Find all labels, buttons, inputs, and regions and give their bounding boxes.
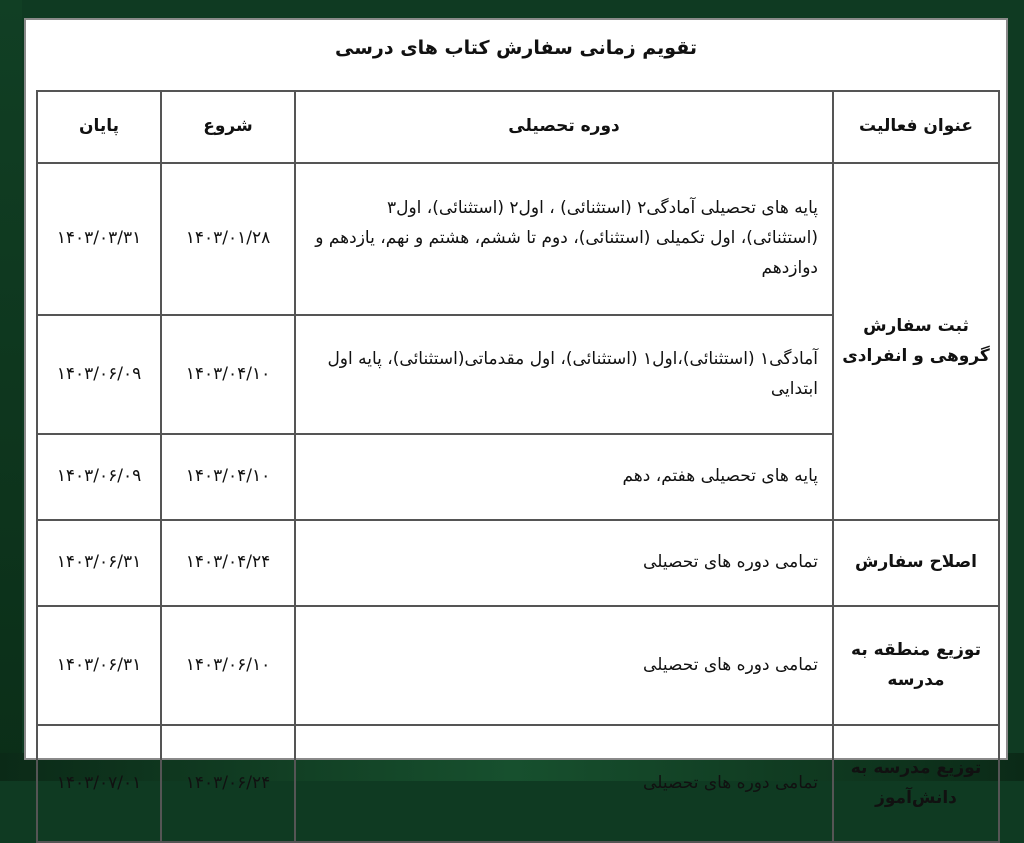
document-title: تقویم زمانی سفارش کتاب های درسی — [334, 37, 698, 59]
header-start: شروع — [161, 91, 295, 163]
header-end: پایان — [37, 91, 161, 163]
table-row — [37, 520, 999, 606]
course-cell: پایه های تحصیلی هفتم، دهم — [295, 434, 833, 520]
document-sheet — [24, 18, 1008, 808]
background-left-edge — [0, 0, 22, 781]
table-header-row — [37, 91, 999, 163]
start-date-cell: ۱۴۰۳/۰۱/۲۸ — [161, 163, 295, 315]
end-date-cell: ۱۴۰۳/۰۶/۰۹ — [37, 434, 161, 520]
end-date-cell: ۱۴۰۳/۰۶/۳۱ — [37, 520, 161, 606]
start-date-cell: ۱۴۰۳/۰۴/۲۴ — [161, 520, 295, 606]
start-date-cell: ۱۴۰۳/۰۶/۱۰ — [161, 606, 295, 725]
end-date-cell: ۱۴۰۳/۰۳/۳۱ — [37, 163, 161, 315]
course-cell: تمامی دوره های تحصیلی — [295, 725, 833, 842]
table-row — [37, 606, 999, 725]
table-row — [37, 163, 999, 315]
start-date-cell: ۱۴۰۳/۰۴/۱۰ — [161, 434, 295, 520]
end-date-cell: ۱۴۰۳/۰۷/۰۱ — [37, 725, 161, 842]
end-date-cell: ۱۴۰۳/۰۶/۳۱ — [37, 606, 161, 725]
header-activity: عنوان فعالیت — [833, 91, 999, 163]
table-row — [37, 725, 999, 842]
activity-cell: توزیع منطقه به مدرسه — [833, 606, 999, 725]
course-cell: تمامی دوره های تحصیلی — [295, 606, 833, 725]
course-cell: پایه های تحصیلی آمادگی۲ (استثنائی) ، اول۲ (استثنائی)، اول۳ (استثنائی)، اول تکمیلی (استثنائی)، دوم تا ششم، هشتم و نهم، یازدهم و دوازدهم — [295, 163, 833, 315]
header-course: دوره تحصیلی — [295, 91, 833, 163]
course-cell: آمادگی۱ (استثنائی)،اول۱ (استثنائی)، اول مقدماتی(استثنائی)، پایه اول ابتدایی — [295, 315, 833, 434]
end-date-cell: ۱۴۰۳/۰۶/۰۹ — [37, 315, 161, 434]
schedule-table — [36, 90, 1000, 843]
start-date-cell: ۱۴۰۳/۰۶/۲۴ — [161, 725, 295, 842]
start-date-cell: ۱۴۰۳/۰۴/۱۰ — [161, 315, 295, 434]
course-cell: تمامی دوره های تحصیلی — [295, 520, 833, 606]
activity-cell: توزیع مدرسه به دانش‌آموز — [833, 725, 999, 842]
activity-cell: ثبت سفارش گروهی و انفرادی — [833, 163, 999, 520]
activity-cell: اصلاح سفارش — [833, 520, 999, 606]
